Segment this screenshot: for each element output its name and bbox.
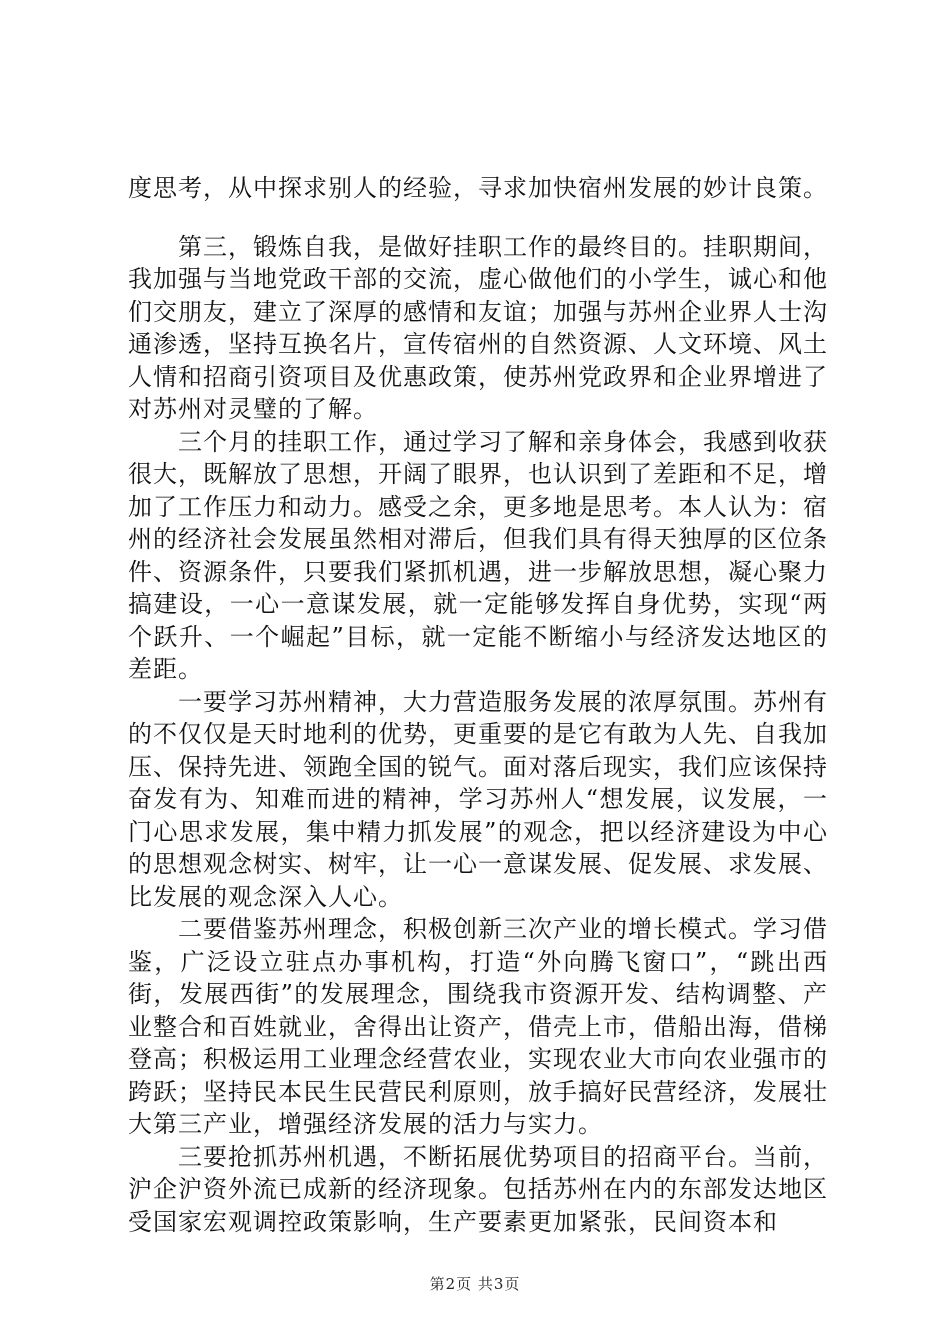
page-footer: 第2页 共3页 [429, 1275, 521, 1293]
paragraph-learn-spirit: 一要学习苏州精神，大力营造服务发展的浓厚氛围。苏州有的不仅仅是天时地利的优势，更重要的是它有敢为人先、自我加压、保持先进、领跑全国的锐气。面对落后现实，我们应该保持奋发有为、知难而进的精神，学习苏州人“想发展，议发展，一门心思求发展，集中精力抓发展”的观念，把以经济建设为中心的思想观念树实、树牢，让一心一意谋发展、促发展、求发展、比发展的观念深入人心。 [128, 687, 828, 911]
paragraph-seize-opportunity: 三要抢抓苏州机遇，不断拓展优势项目的招商平台。当前，沪企沪资外流已成新的经济现象。包括苏州在内的东部发达地区受国家宏观调控政策影响，生产要素更加紧张，民间资本和 [128, 1142, 828, 1236]
paragraph-third-point: 第三，锻炼自我，是做好挂职工作的最终目的。挂职期间，我加强与当地党政干部的交流，虚心做他们的小学生，诚心和他们交朋友，建立了深厚的感情和友谊；加强与苏州企业界人士沟通渗透，坚持互换名片，宣传宿州的自然资源、人文环境、风土人情和招商引资项目及优惠政策，使苏州党政界和企业界增进了对苏州对灵璧的了解。 [128, 232, 828, 423]
paragraph-summary: 三个月的挂职工作，通过学习了解和亲身体会，我感到收获很大，既解放了思想，开阔了眼界，也认识到了差距和不足，增加了工作压力和动力。感受之余，更多地是思考。本人认为：宿州的经济社会发展虽然相对滞后，但我们具有得天独厚的区位条件、资源条件，只要我们紧抓机遇，进一步解放思想，凝心聚力搞建设，一心一意谋发展，就一定能够发挥自身优势，实现“两个跃升、一个崛起”目标，就一定能不断缩小与经济发达地区的差距。 [128, 427, 828, 683]
document-body [128, 172, 828, 1238]
paragraph-continuation: 度思考，从中探求别人的经验，寻求加快宿州发展的妙计良策。 [128, 174, 828, 202]
paragraph-learn-concept: 二要借鉴苏州理念，积极创新三次产业的增长模式。学习借鉴，广泛设立驻点办事机构，打造“外向腾飞窗口”，“跳出西街，发展西街”的发展理念，围绕我市资源开发、结构调整、产业整合和百姓就业，舍得出让资产，借壳上市，借船出海，借梯登高；积极运用工业理念经营农业，实现农业大市向农业强市的跨跃；坚持民本民生民营民利原则，放手搞好民营经济，发展壮大第三产业，增强经济发展的活力与实力。 [128, 915, 828, 1138]
